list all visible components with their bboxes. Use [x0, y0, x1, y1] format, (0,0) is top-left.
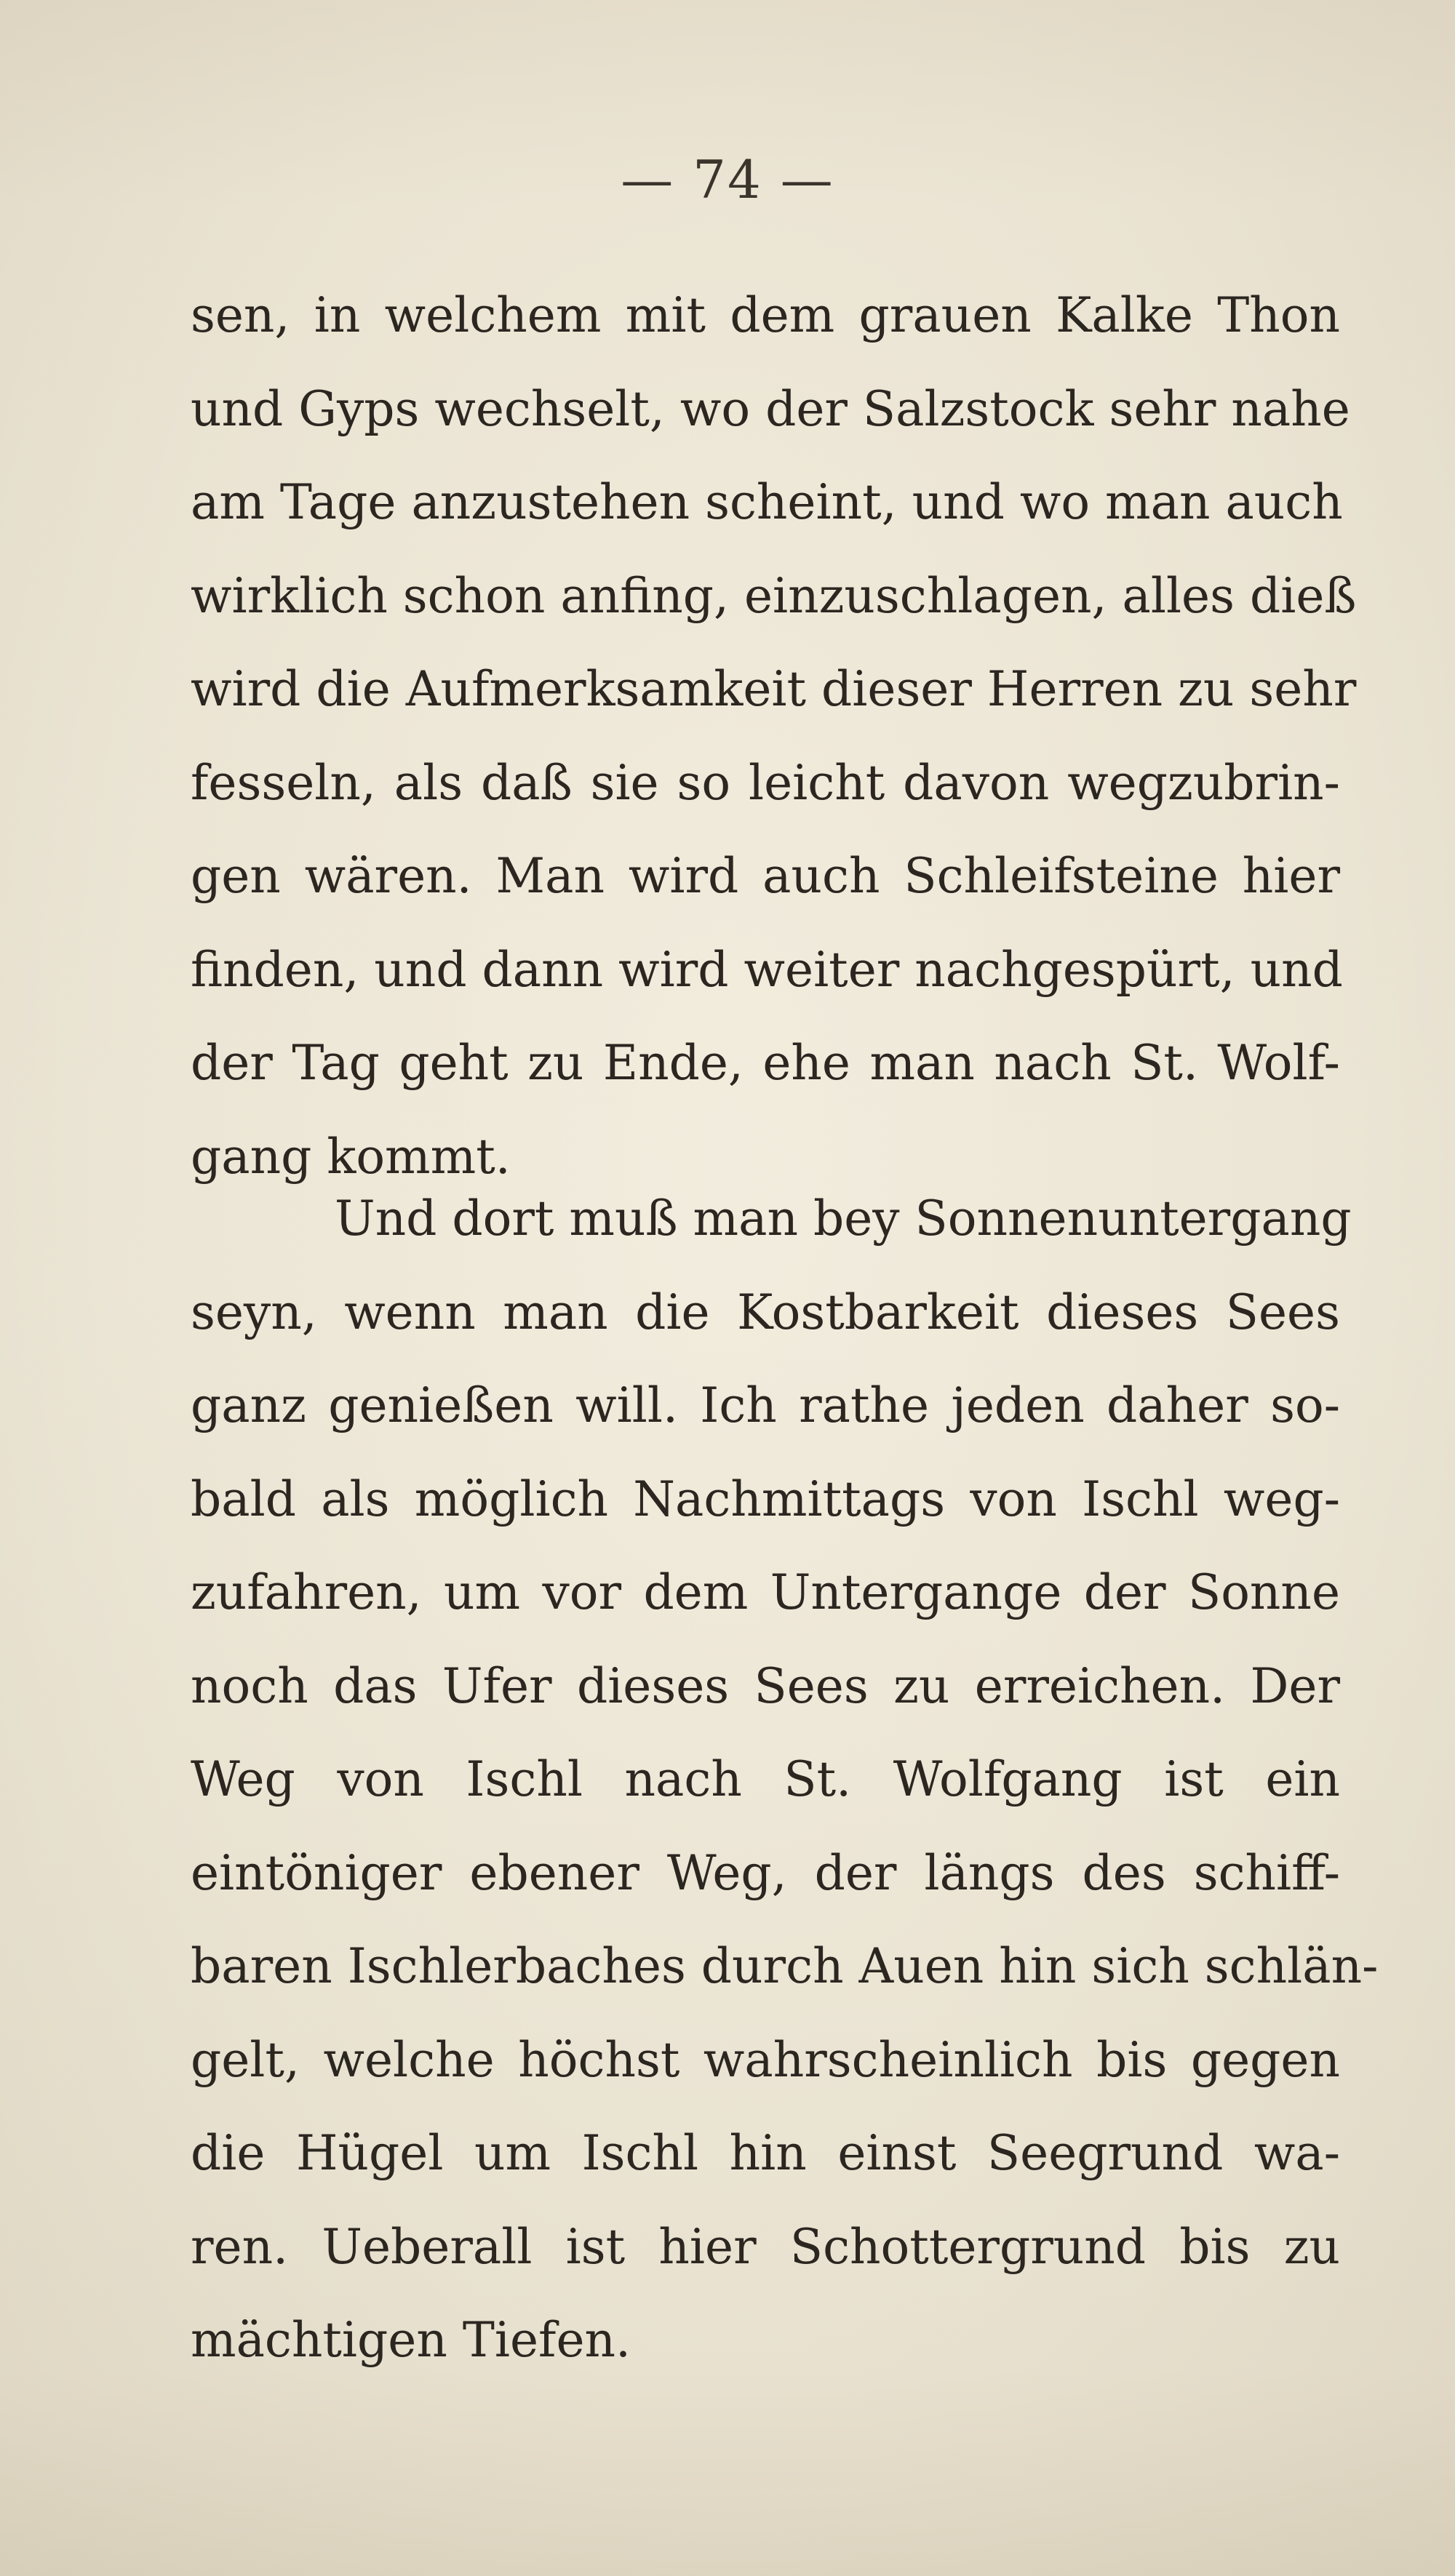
text-line: mächtigen Tiefen.	[191, 2312, 631, 2368]
paragraph-1	[191, 269, 1357, 1204]
text-line: Weg von Ischl nach St. Wolfgang ist ein	[191, 1751, 1340, 1807]
text-line: baren Ischlerbaches durch Auen hin sich schlän-	[191, 1938, 1379, 1994]
text-line: bald als möglich Nachmittags von Ischl weg-	[191, 1471, 1340, 1527]
paragraph-2	[191, 1172, 1379, 2388]
text-line: ganz genießen will. Ich rathe jeden daher so-	[191, 1377, 1340, 1433]
text-line: zufahren, um vor dem Untergange der Sonne	[191, 1564, 1340, 1620]
page-number: — 74 —	[621, 149, 834, 210]
text-line: seyn, wenn man die Kostbarkeit dieses Sees	[191, 1284, 1340, 1340]
text-line: eintöniger ebener Weg, der längs des schiff-	[191, 1844, 1340, 1901]
text-line: sen, in welchem mit dem grauen Kalke Thon	[191, 287, 1340, 343]
text-line: Und dort muß man bey Sonnenuntergang	[335, 1191, 1352, 1247]
text-line: die Hügel um Ischl hin einst Seegrund wa-	[191, 2125, 1340, 2181]
text-line: ren. Ueberall ist hier Schottergrund bis zu	[191, 2218, 1340, 2275]
text-line: gang kommt.	[191, 1128, 511, 1185]
text-line: der Tag geht zu Ende, ehe man nach St. Wolf-	[191, 1035, 1340, 1091]
text-line: und Gyps wechselt, wo der Salzstock sehr nahe	[191, 380, 1350, 437]
text-line: noch das Ufer dieses Sees zu erreichen. Der	[191, 1657, 1340, 1714]
text-line: gelt, welche höchst wahrscheinlich bis gegen	[191, 2031, 1340, 2088]
text-line: wirklich schon anfing, einzuschlagen, alles dieß	[191, 567, 1357, 624]
text-line: finden, und dann wird weiter nachgespürt, und	[191, 941, 1343, 998]
text-line: wird die Aufmerksamkeit dieser Herren zu sehr	[191, 661, 1357, 717]
text-line: fesseln, als daß sie so leicht davon wegzubrin-	[191, 754, 1340, 811]
text-line: am Tage anzustehen scheint, und wo man auch	[191, 474, 1343, 530]
text-line: gen wären. Man wird auch Schleifsteine hier	[191, 848, 1340, 904]
